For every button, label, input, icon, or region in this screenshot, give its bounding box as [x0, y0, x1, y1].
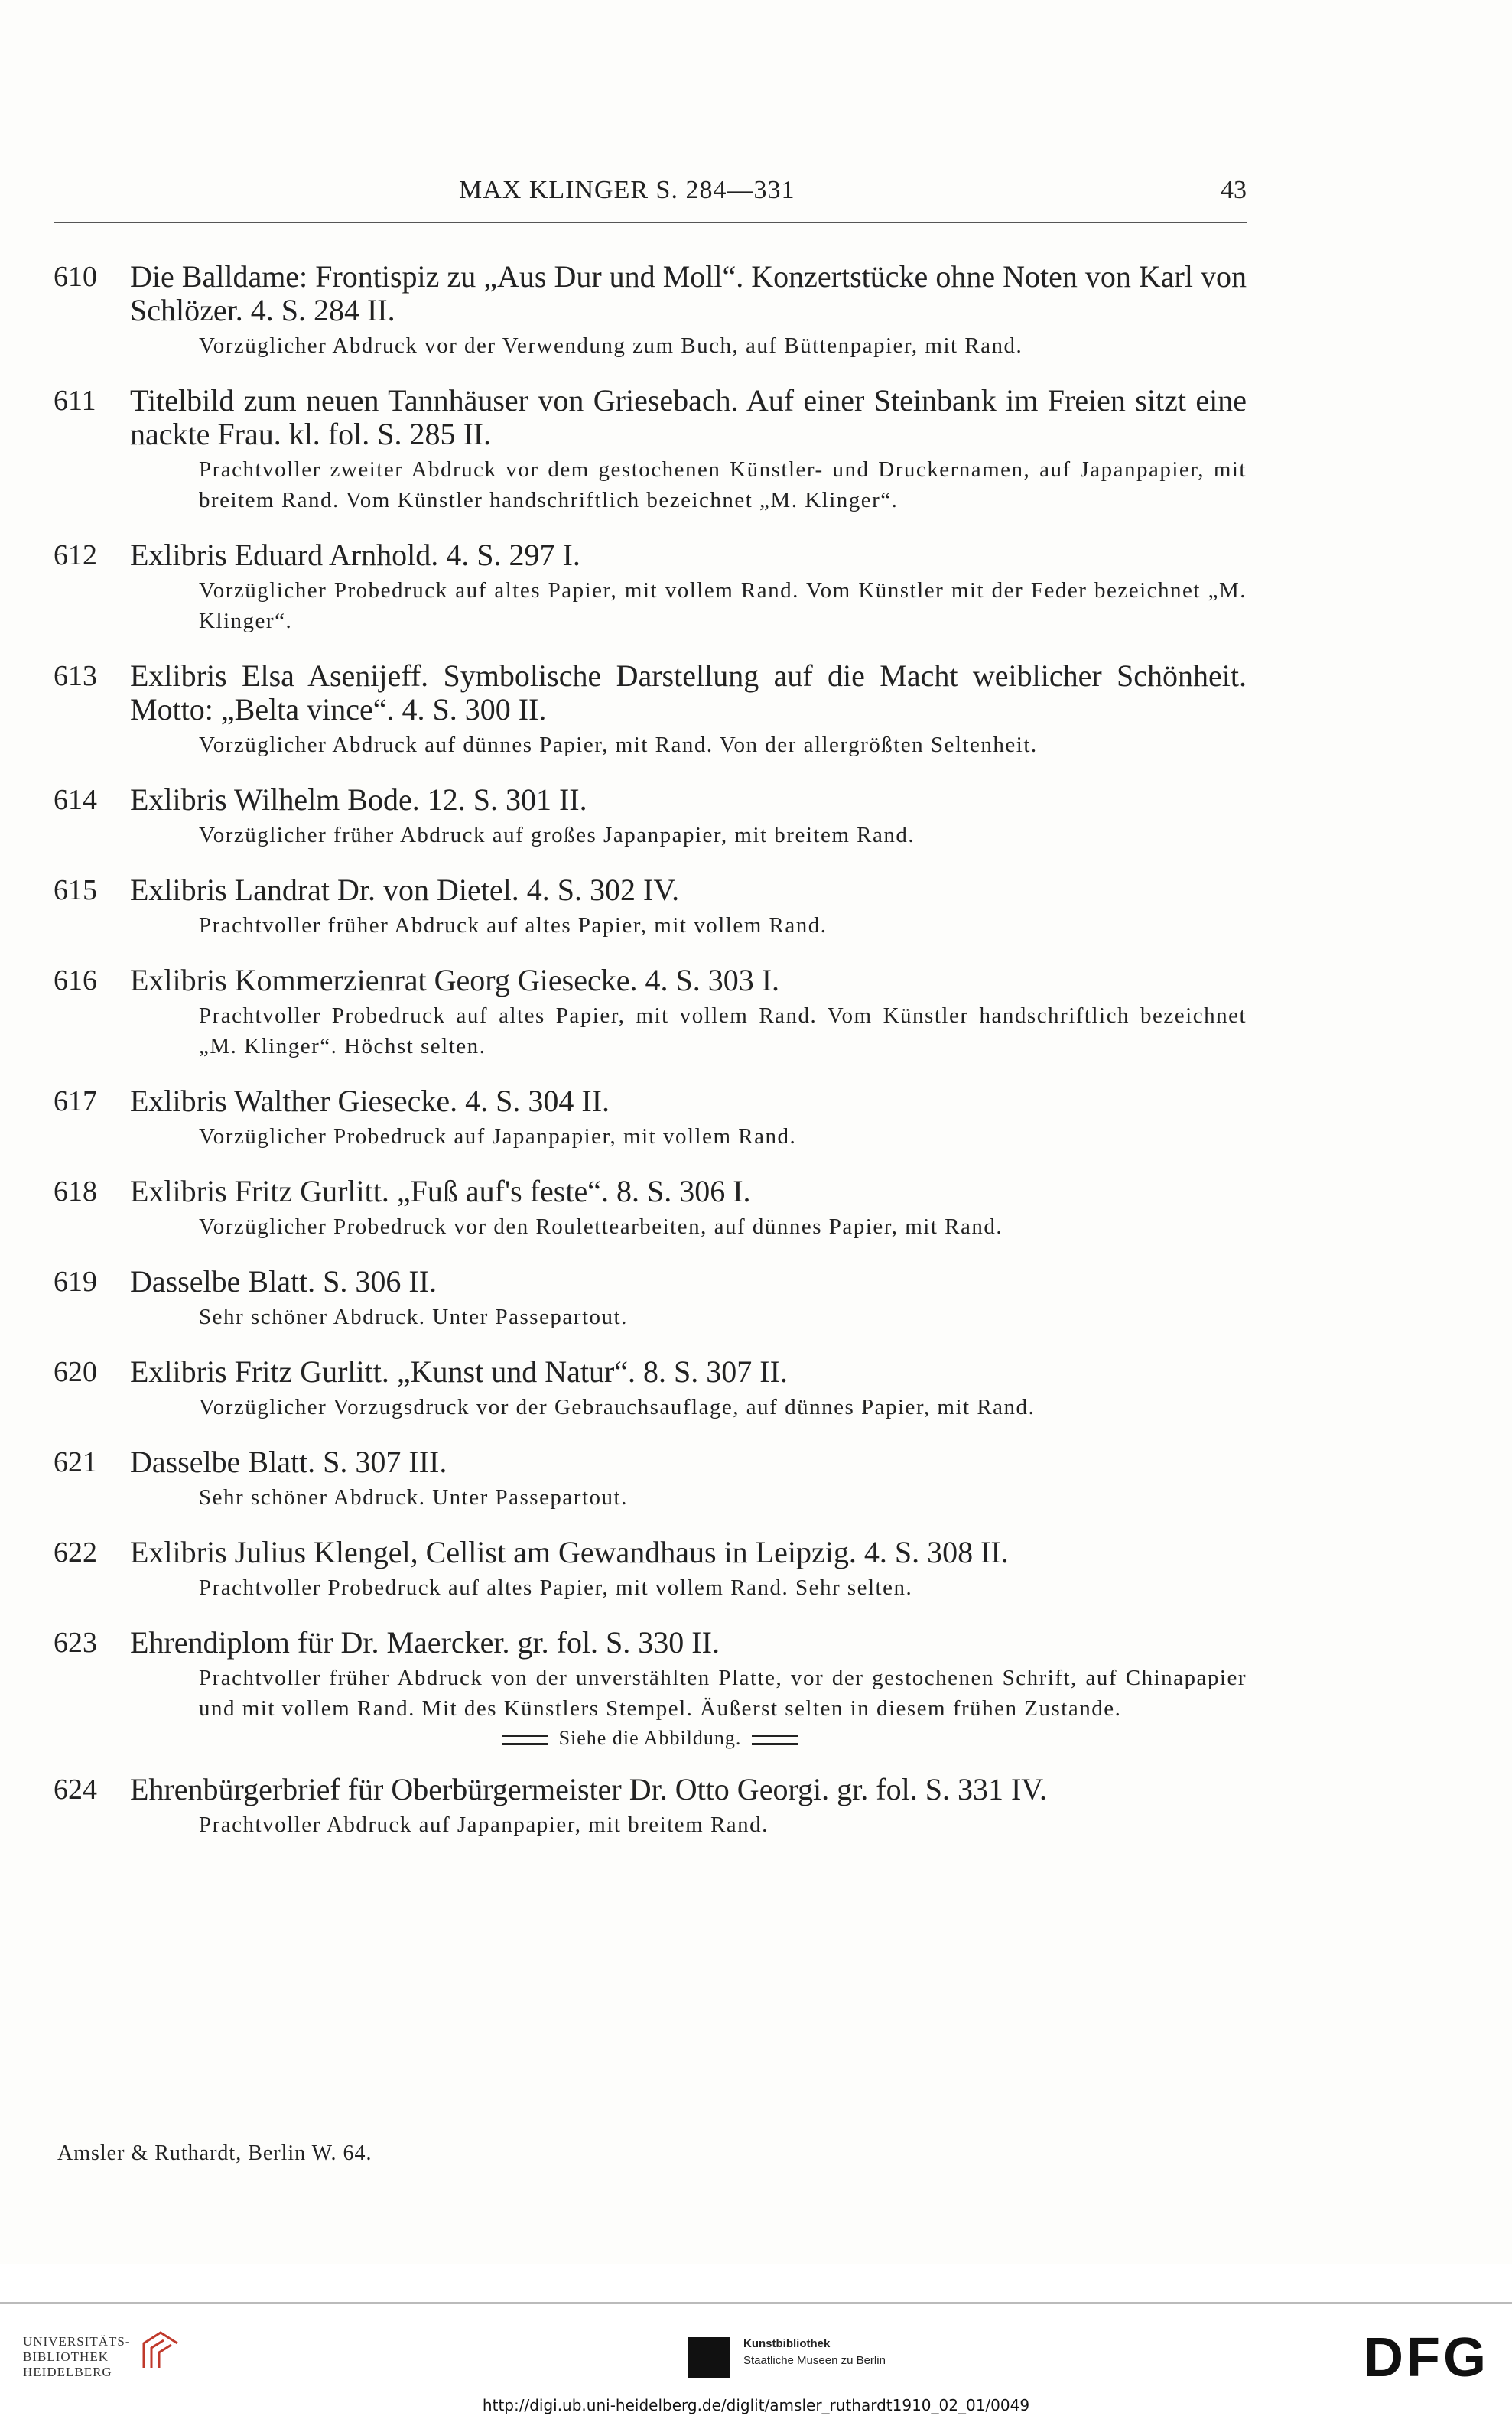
entry-title: Exlibris Kommerzienrat Georg Giesecke. 4. S. 303 I.	[130, 963, 780, 997]
catalog-entry-613	[54, 659, 1247, 760]
header-rule	[54, 222, 1247, 223]
entry-title: Exlibris Landrat Dr. von Dietel. 4. S. 302 IV.	[130, 873, 680, 907]
running-head	[54, 176, 1247, 214]
entry-note: Vorzüglicher Abdruck vor der Verwendung zum Buch, auf Büttenpapier, mit Rand.	[199, 333, 1023, 358]
entry-note: Prachtvoller Probedruck auf altes Papier, mit vollem Rand. Vom Künstler handschriftlich bezeichnet „M. Klinger“. Höchst selten.	[199, 1003, 1247, 1058]
uni-logo-line: UNIVERSITÄTS-	[23, 2334, 131, 2349]
entry-number: 618	[54, 1175, 97, 1208]
entry-title: Dasselbe Blatt. S. 307 III.	[130, 1445, 447, 1479]
entry-number: 614	[54, 784, 97, 816]
entry-note: Sehr schöner Abdruck. Unter Passepartout.	[199, 1485, 628, 1510]
entry-title: Titelbild zum neuen Tannhäuser von Griesebach. Auf einer Steinbank im Freien sitzt eine nackte Frau. kl. fol. S. 285 II.	[130, 383, 1247, 451]
catalog-entry-616	[54, 964, 1247, 1062]
entry-number: 619	[54, 1266, 97, 1298]
entry-number: 617	[54, 1085, 97, 1117]
page-number: 43	[1221, 176, 1247, 204]
entry-title: Exlibris Eduard Arnhold. 4. S. 297 I.	[130, 538, 580, 572]
entry-note: Vorzüglicher Vorzugsdruck vor der Gebrauchsauflage, auf dünnes Papier, mit Rand.	[199, 1395, 1036, 1419]
dfg-logo[interactable]: DFG	[1364, 2327, 1489, 2388]
university-crest-icon	[138, 2328, 184, 2374]
catalog-entry-617	[54, 1084, 1247, 1152]
entry-title: Exlibris Fritz Gurlitt. „Kunst und Natur“. 8. S. 307 II.	[130, 1354, 788, 1389]
catalog-entry-621	[54, 1445, 1247, 1513]
entry-number: 624	[54, 1774, 97, 1806]
entry-number: 616	[54, 964, 97, 997]
uni-logo-line: HEIDELBERG	[23, 2365, 112, 2379]
entry-title: Exlibris Fritz Gurlitt. „Fuß auf's feste“. 8. S. 306 I.	[130, 1174, 751, 1208]
entry-title: Ehrenbürgerbrief für Oberbürgermeister Dr. Otto Georgi. gr. fol. S. 331 IV.	[130, 1772, 1048, 1806]
catalog-entry-612	[54, 538, 1247, 636]
catalog-entry-610	[54, 260, 1247, 361]
double-rule-left	[502, 1735, 548, 1745]
kb-subtitle: Staatliche Museen zu Berlin	[743, 2354, 886, 2367]
entry-number: 613	[54, 660, 97, 692]
entry-note: Vorzüglicher Probedruck auf altes Papier, mit vollem Rand. Vom Künstler mit der Feder bezeichnet „M. Klinger“.	[199, 578, 1247, 633]
catalog-entry-619	[54, 1265, 1247, 1332]
running-title: MAX KLINGER S. 284—331	[459, 176, 795, 204]
double-rule-right	[752, 1735, 798, 1745]
catalog-entry-611	[54, 384, 1247, 515]
university-library-logo[interactable]	[23, 2334, 131, 2380]
entry-title: Dasselbe Blatt. S. 306 II.	[130, 1264, 437, 1299]
kunstbibliothek-mark-icon	[688, 2337, 730, 2378]
illustration-reference	[54, 1727, 1247, 1750]
kunstbibliothek-text	[743, 2336, 886, 2369]
entry-title: Die Balldame: Frontispiz zu „Aus Dur und Moll“. Konzertstücke ohne Noten von Karl von Schlözer. 4. S. 284 II.	[130, 259, 1247, 327]
entry-title: Ehrendiplom für Dr. Maercker. gr. fol. S. 330 II.	[130, 1625, 720, 1660]
entry-number: 620	[54, 1356, 97, 1388]
catalog-entry-622	[54, 1536, 1247, 1603]
entry-number: 612	[54, 539, 97, 571]
entry-title: Exlibris Walther Giesecke. 4. S. 304 II.	[130, 1084, 610, 1118]
entry-note: Prachtvoller früher Abdruck auf altes Papier, mit vollem Rand.	[199, 913, 828, 938]
digitization-footer	[0, 2302, 1512, 2395]
catalog-entry-615	[54, 873, 1247, 941]
printer-imprint: Amsler & Ruthardt, Berlin W. 64.	[57, 2141, 372, 2165]
entry-note: Vorzüglicher Probedruck auf Japanpapier, mit vollem Rand.	[199, 1124, 797, 1149]
entry-title: Exlibris Wilhelm Bode. 12. S. 301 II.	[130, 782, 587, 817]
entry-number: 621	[54, 1446, 97, 1478]
catalog-entry-624	[54, 1773, 1247, 1840]
source-url-link[interactable]: http://digi.ub.uni-heidelberg.de/diglit/amsler_ruthardt1910_02_01/0049	[482, 2396, 1030, 2414]
entry-number: 615	[54, 874, 97, 906]
illustration-note: Siehe die Abbildung.	[558, 1727, 742, 1749]
entry-note: Prachtvoller Probedruck auf altes Papier, mit vollem Rand. Sehr selten.	[199, 1575, 913, 1600]
entry-number: 623	[54, 1627, 97, 1659]
uni-logo-line: BIBLIOTHEK	[23, 2349, 109, 2364]
catalog-entry-620	[54, 1355, 1247, 1422]
entry-note: Prachtvoller Abdruck auf Japanpapier, mit breitem Rand.	[199, 1813, 769, 1837]
entry-note: Vorzüglicher Abdruck auf dünnes Papier, mit Rand. Von der allergrößten Seltenheit.	[199, 733, 1038, 757]
entry-note: Prachtvoller zweiter Abdruck vor dem gestochenen Künstler- und Druckernamen, auf Japanpapier, mit breitem Rand. Vom Künstler handschriftlich bezeichnet „M. Klinger“.	[199, 457, 1247, 512]
catalog-entry-623	[54, 1626, 1247, 1750]
catalog-entry-618	[54, 1175, 1247, 1242]
entry-number: 610	[54, 261, 97, 293]
catalog-entry-614	[54, 783, 1247, 850]
entry-note: Sehr schöner Abdruck. Unter Passepartout.	[199, 1305, 628, 1329]
kb-name: Kunstbibliothek	[743, 2337, 831, 2350]
entry-number: 622	[54, 1536, 97, 1569]
entry-title: Exlibris Elsa Asenijeff. Symbolische Darstellung auf die Macht weiblicher Schönheit. Motto: „Belta vince“. 4. S. 300 II.	[130, 658, 1247, 727]
catalog-list	[54, 260, 1247, 1863]
entry-note: Vorzüglicher früher Abdruck auf großes Japanpapier, mit breitem Rand.	[199, 823, 915, 847]
entry-number: 611	[54, 385, 96, 417]
entry-note: Prachtvoller früher Abdruck von der unverstählten Platte, vor der gestochenen Schrift, auf Chinapapier und mit vollem Rand. Mit des Künstlers Stempel. Äußerst selten in diesem frühen Zustande.	[199, 1666, 1247, 1721]
entry-note: Vorzüglicher Probedruck vor den Roulettearbeiten, auf dünnes Papier, mit Rand.	[199, 1214, 1003, 1239]
entry-title: Exlibris Julius Klengel, Cellist am Gewandhaus in Leipzig. 4. S. 308 II.	[130, 1535, 1009, 1569]
